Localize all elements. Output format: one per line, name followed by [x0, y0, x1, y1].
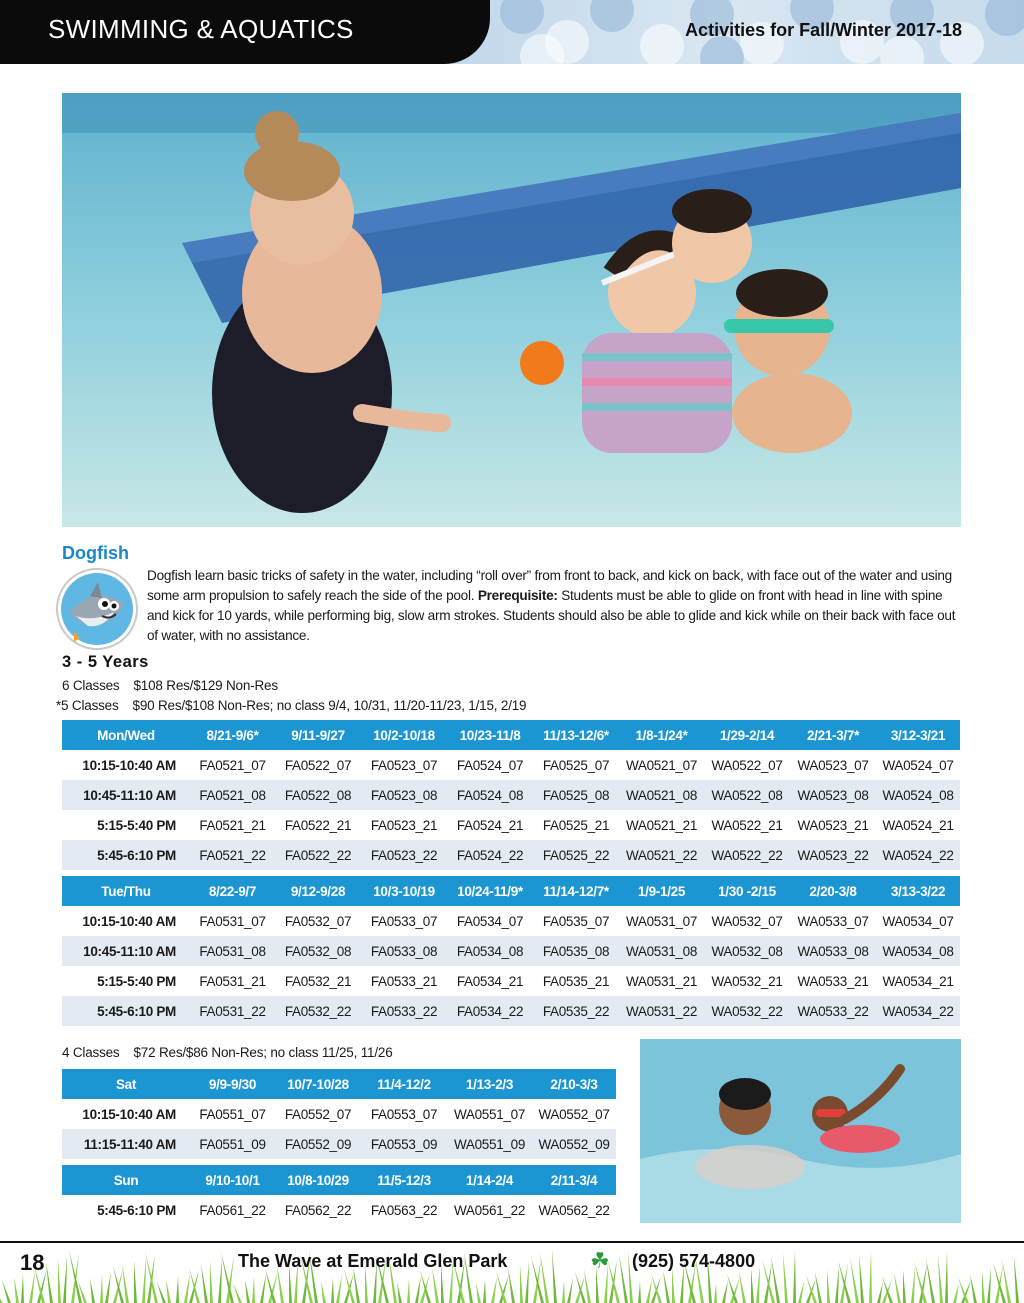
pool-lesson-illustration — [62, 93, 961, 527]
table-row — [62, 1129, 616, 1159]
grass-blade — [58, 1259, 61, 1303]
grass-blade — [762, 1259, 775, 1303]
table-row — [62, 780, 960, 810]
description-prerequisite: Students must be able to glide on front with head in line with spine and kick for 10 yards, while performing big, slow arm strokes. Students should also be able to glide and kick while on their back with face out of water, with no assistance. — [147, 588, 956, 643]
course-code: WA0523_07 — [790, 750, 876, 780]
course-code: FA0521_22 — [190, 840, 275, 870]
course-code: FA0521_07 — [190, 750, 275, 780]
main-photo-swim-lesson — [62, 93, 961, 527]
course-code: FA0521_21 — [190, 810, 275, 840]
grass-blade — [145, 1251, 158, 1303]
grass-blade — [142, 1257, 146, 1303]
course-code: WA0531_07 — [619, 906, 704, 936]
season-label: Activities for Fall/Winter 2017-18 — [685, 20, 962, 40]
grass-blade — [184, 1273, 190, 1303]
course-code: FA0532_21 — [275, 966, 361, 996]
course-code: WA0551_09 — [447, 1129, 532, 1159]
class-time: 5:45-6:10 PM — [62, 1195, 190, 1225]
session-dates: 8/21-9/6* — [190, 720, 275, 750]
grass-blade — [850, 1257, 859, 1303]
course-code: WA0521_21 — [619, 810, 704, 840]
course-code: FA0525_21 — [533, 810, 619, 840]
session-dates: 2/20-3/8 — [790, 876, 876, 906]
class-time: 11:15-11:40 AM — [62, 1129, 190, 1159]
course-code: FA0525_22 — [533, 840, 619, 870]
grass-blade — [798, 1281, 804, 1303]
grass-blade — [508, 1268, 515, 1303]
footer-venue: The Wave at Emerald Glen Park — [238, 1251, 508, 1271]
table-row — [62, 936, 960, 966]
grass-blade — [911, 1267, 915, 1303]
grass-blade — [859, 1254, 864, 1303]
course-code: FA0552_07 — [275, 1099, 361, 1129]
grass-blade — [218, 1258, 222, 1303]
course-code: WA0534_21 — [876, 966, 960, 996]
price-class-count: 4 Classes — [62, 1045, 120, 1060]
course-code: FA0522_21 — [275, 810, 361, 840]
course-code: WA0524_07 — [876, 750, 960, 780]
grass-blade — [14, 1277, 19, 1303]
grass-blade — [993, 1262, 1006, 1303]
course-code: WA0552_07 — [532, 1099, 616, 1129]
grass-blade — [756, 1265, 760, 1303]
class-time: 10:15-10:40 AM — [62, 750, 190, 780]
class-time: 5:15-5:40 PM — [62, 966, 190, 996]
grass-blade — [157, 1282, 166, 1303]
course-code: WA0532_21 — [704, 966, 790, 996]
course-code: FA0522_07 — [275, 750, 361, 780]
course-code: FA0533_21 — [361, 966, 447, 996]
grass-blade — [894, 1273, 901, 1303]
grass-blade — [567, 1278, 573, 1303]
table-row — [62, 966, 960, 996]
session-dates: 1/30 -2/15 — [704, 876, 790, 906]
price-line-5-classes — [56, 698, 526, 713]
grass-blade — [483, 1280, 486, 1303]
grass-blade — [835, 1266, 839, 1303]
session-dates: 9/12-9/28 — [275, 876, 361, 906]
course-code: FA0524_07 — [447, 750, 533, 780]
course-code: FA0533_22 — [361, 996, 447, 1026]
footer-grass-decoration — [0, 1243, 1024, 1303]
grass-blade — [987, 1268, 991, 1303]
course-code: FA0524_21 — [447, 810, 533, 840]
course-code: WA0532_22 — [704, 996, 790, 1026]
age-range: 3 - 5 Years — [62, 653, 149, 671]
grass-blade — [882, 1276, 893, 1303]
session-dates: 11/4-12/2 — [361, 1069, 447, 1099]
day-label: Sun — [62, 1165, 190, 1195]
course-code: FA0524_08 — [447, 780, 533, 810]
course-code: WA0534_07 — [876, 906, 960, 936]
session-dates: 10/24-11/9* — [447, 876, 533, 906]
session-dates: 10/2-10/18 — [361, 720, 447, 750]
session-dates: 10/23-11/8 — [447, 720, 533, 750]
grass-blade — [783, 1253, 788, 1303]
course-code: WA0552_09 — [532, 1129, 616, 1159]
table-row — [62, 840, 960, 870]
grass-blade — [903, 1270, 906, 1303]
grass-blade — [877, 1282, 883, 1303]
grass-blade — [397, 1282, 402, 1303]
grass-blade — [69, 1250, 82, 1303]
grass-blade — [722, 1280, 728, 1303]
course-code: FA0551_07 — [190, 1099, 275, 1129]
course-code: FA0525_08 — [533, 780, 619, 810]
class-time: 5:15-5:40 PM — [62, 810, 190, 840]
grass-blade — [638, 1282, 641, 1303]
grass-blade — [166, 1279, 171, 1303]
course-code: WA0523_21 — [790, 810, 876, 840]
course-code: FA0531_21 — [190, 966, 275, 996]
course-code: WA0524_21 — [876, 810, 960, 840]
grass-blade — [869, 1251, 872, 1303]
course-code: FA0532_08 — [275, 936, 361, 966]
weekday-schedule-table — [62, 720, 960, 1026]
course-code: WA0562_22 — [532, 1195, 616, 1225]
day-label: Sat — [62, 1069, 190, 1099]
grass-blade — [331, 1278, 334, 1303]
session-dates: 11/13-12/6* — [533, 720, 619, 750]
grass-blade — [562, 1281, 565, 1303]
table-header-row — [62, 1165, 616, 1195]
price-cost: $72 Res/$86 Non-Res; no class 11/25, 11/26 — [133, 1045, 393, 1060]
class-description — [147, 566, 963, 646]
grass-blade — [739, 1271, 746, 1303]
course-code: WA0534_22 — [876, 996, 960, 1026]
dogfish-mascot-icon — [54, 566, 140, 652]
course-code: WA0531_08 — [619, 936, 704, 966]
grass-blade — [407, 1279, 410, 1303]
course-code: FA0534_08 — [447, 936, 533, 966]
course-code: WA0532_08 — [704, 936, 790, 966]
grass-blade — [945, 1252, 948, 1303]
price-cost: $90 Res/$108 Non-Res; no class 9/4, 10/31, 11/20-11/23, 1/15, 2/19 — [132, 698, 527, 713]
session-dates: 1/13-2/3 — [447, 1069, 532, 1099]
grass-blade — [0, 1283, 3, 1303]
class-time: 10:45-11:10 AM — [62, 936, 190, 966]
course-code: FA0563_22 — [361, 1195, 447, 1225]
grass-blade — [432, 1267, 439, 1303]
grass-blade — [982, 1271, 985, 1303]
course-code: WA0534_08 — [876, 936, 960, 966]
session-dates: 3/12-3/21 — [876, 720, 960, 750]
grass-blade — [46, 1262, 53, 1303]
prerequisite-label: Prerequisite: — [477, 588, 558, 603]
course-code: FA0523_21 — [361, 810, 447, 840]
session-dates: 1/8-1/24* — [619, 720, 704, 750]
footer-phone: (925) 574-4800 — [632, 1251, 756, 1271]
grass-blade — [176, 1276, 179, 1303]
grass-blade — [815, 1272, 822, 1303]
session-dates: 2/21-3/7* — [790, 720, 876, 750]
grass-blade — [122, 1263, 129, 1303]
day-label: Tue/Thu — [62, 876, 190, 906]
grass-blade — [584, 1269, 591, 1303]
grass-blade — [321, 1281, 326, 1303]
table-header-row — [62, 876, 960, 906]
table-header-row — [62, 1069, 616, 1099]
course-code: WA0531_22 — [619, 996, 704, 1026]
course-code: WA0533_22 — [790, 996, 876, 1026]
course-code: FA0552_09 — [275, 1129, 361, 1159]
course-code: FA0535_21 — [533, 966, 619, 996]
course-code: WA0521_22 — [619, 840, 704, 870]
grass-blade — [806, 1275, 817, 1303]
section-title: SWIMMING & AQUATICS — [48, 14, 354, 44]
table-row — [62, 810, 960, 840]
price-line-6-classes — [62, 678, 278, 693]
course-code: FA0533_08 — [361, 936, 447, 966]
course-code: FA0562_22 — [275, 1195, 361, 1225]
session-dates: 2/11-3/4 — [532, 1165, 616, 1195]
course-code: WA0561_22 — [447, 1195, 532, 1225]
table-row — [62, 906, 960, 936]
course-code: FA0531_22 — [190, 996, 275, 1026]
description-intro: Dogfish learn basic tricks of safety in the water, including “roll over” from front to back, and kick on back, with face out of the water and using some arm propulsion to safely reach the side of the pool. — [147, 568, 952, 603]
course-code: WA0522_21 — [704, 810, 790, 840]
session-dates: 9/10-10/1 — [190, 1165, 275, 1195]
grass-blade — [751, 1268, 754, 1303]
grass-blade — [619, 1254, 628, 1303]
course-code: WA0533_07 — [790, 906, 876, 936]
grass-blade — [531, 1256, 544, 1303]
grass-blade — [21, 1274, 24, 1303]
course-code: WA0531_21 — [619, 966, 704, 996]
course-code: WA0522_07 — [704, 750, 790, 780]
grass-blade — [926, 1258, 935, 1303]
grass-blade — [260, 1274, 266, 1303]
course-code: FA0523_22 — [361, 840, 447, 870]
grass-blade — [233, 1283, 242, 1303]
session-dates: 10/3-10/19 — [361, 876, 447, 906]
session-dates: 1/14-2/4 — [447, 1165, 532, 1195]
grass-blade — [1014, 1256, 1019, 1303]
grass-blade — [552, 1250, 557, 1303]
course-code: FA0531_07 — [190, 906, 275, 936]
course-code: WA0533_21 — [790, 966, 876, 996]
course-code: WA0523_08 — [790, 780, 876, 810]
grass-blade — [646, 1279, 652, 1303]
clover-pattern-shape — [640, 24, 684, 64]
grass-blade — [525, 1262, 529, 1303]
grass-blade — [953, 1283, 959, 1303]
grass-blade — [651, 1273, 662, 1303]
grass-blade — [520, 1265, 523, 1303]
session-dates: 11/14-12/7* — [533, 876, 619, 906]
table-row — [62, 1099, 616, 1129]
grass-blade — [714, 1283, 717, 1303]
course-code: WA0521_08 — [619, 780, 704, 810]
swimmers-illustration — [640, 1039, 961, 1223]
course-code: FA0524_22 — [447, 840, 533, 870]
course-code: FA0523_07 — [361, 750, 447, 780]
page-number: 18 — [20, 1250, 45, 1275]
grass-blade — [105, 1272, 111, 1303]
class-time: 10:15-10:40 AM — [62, 906, 190, 936]
course-code: WA0524_22 — [876, 840, 960, 870]
price-class-count: *5 Classes — [56, 698, 119, 713]
course-code: FA0534_21 — [447, 966, 533, 996]
session-dates: 1/9-1/25 — [619, 876, 704, 906]
course-code: FA0534_22 — [447, 996, 533, 1026]
clover-pattern-shape — [500, 0, 544, 34]
session-dates: 9/9-9/30 — [190, 1069, 275, 1099]
course-code: FA0561_22 — [190, 1195, 275, 1225]
price-cost: $108 Res/$129 Non-Res — [133, 678, 278, 693]
grass-blade — [134, 1260, 137, 1303]
secondary-photo-swimmers — [640, 1039, 961, 1223]
grass-blade — [63, 1256, 67, 1303]
course-code: FA0535_07 — [533, 906, 619, 936]
grass-blade — [90, 1278, 95, 1303]
table-row — [62, 750, 960, 780]
grass-blade — [827, 1269, 830, 1303]
session-dates: 11/5-12/3 — [361, 1165, 447, 1195]
session-dates: 1/29-2/14 — [704, 720, 790, 750]
course-code: WA0523_22 — [790, 840, 876, 870]
session-dates: 9/11-9/27 — [275, 720, 361, 750]
course-code: FA0535_08 — [533, 936, 619, 966]
course-code: FA0535_22 — [533, 996, 619, 1026]
grass-blade — [476, 1283, 481, 1303]
grass-blade — [2, 1280, 11, 1303]
course-code: WA0522_22 — [704, 840, 790, 870]
grass-blade — [252, 1277, 255, 1303]
course-code: FA0532_07 — [275, 906, 361, 936]
course-code: FA0553_09 — [361, 1129, 447, 1159]
shamrock-icon: ☘ — [590, 1248, 610, 1273]
course-code: FA0551_09 — [190, 1129, 275, 1159]
class-time: 5:45-6:10 PM — [62, 840, 190, 870]
grass-blade — [672, 1267, 675, 1303]
class-time: 10:15-10:40 AM — [62, 1099, 190, 1129]
class-title-dogfish: Dogfish — [62, 543, 129, 563]
course-code: WA0533_08 — [790, 936, 876, 966]
grass-blade — [838, 1260, 851, 1303]
session-dates: 3/13-3/22 — [876, 876, 960, 906]
course-code: WA0524_08 — [876, 780, 960, 810]
course-code: WA0522_08 — [704, 780, 790, 810]
grass-blade — [970, 1274, 977, 1303]
course-code: FA0532_22 — [275, 996, 361, 1026]
price-class-count: 6 Classes — [62, 678, 120, 693]
price-line-4-classes — [62, 1045, 393, 1060]
course-code: FA0525_07 — [533, 750, 619, 780]
course-code: FA0531_08 — [190, 936, 275, 966]
clover-pattern-shape — [985, 0, 1024, 36]
grass-blade — [201, 1264, 208, 1303]
grass-blade — [415, 1276, 421, 1303]
course-code: FA0534_07 — [447, 906, 533, 936]
weekend-schedule-table — [62, 1069, 616, 1225]
grass-blade — [663, 1270, 670, 1303]
course-code: FA0522_08 — [275, 780, 361, 810]
course-code: WA0521_07 — [619, 750, 704, 780]
grass-blade — [100, 1275, 103, 1303]
course-code: FA0521_08 — [190, 780, 275, 810]
grass-blade — [210, 1261, 213, 1303]
course-code: WA0551_07 — [447, 1099, 532, 1129]
day-label: Mon/Wed — [62, 720, 190, 750]
grass-blade — [793, 1250, 796, 1303]
grass-blade — [336, 1275, 342, 1303]
class-time: 5:45-6:10 PM — [62, 996, 190, 1026]
table-header-row — [62, 720, 960, 750]
grass-blade — [575, 1272, 586, 1303]
session-dates: 10/8-10/29 — [275, 1165, 361, 1195]
table-row — [62, 1195, 616, 1225]
course-code: FA0533_07 — [361, 906, 447, 936]
grass-blade — [491, 1277, 497, 1303]
grass-blade — [938, 1255, 943, 1303]
session-dates: 10/7-10/28 — [275, 1069, 361, 1099]
grass-blade — [245, 1280, 250, 1303]
course-code: WA0532_07 — [704, 906, 790, 936]
course-code: FA0553_07 — [361, 1099, 447, 1129]
class-time: 10:45-11:10 AM — [62, 780, 190, 810]
session-dates: 2/10-3/3 — [532, 1069, 616, 1099]
clover-pattern-shape — [590, 0, 634, 32]
course-code: FA0522_22 — [275, 840, 361, 870]
session-dates: 8/22-9/7 — [190, 876, 275, 906]
table-row — [62, 996, 960, 1026]
course-code: FA0523_08 — [361, 780, 447, 810]
